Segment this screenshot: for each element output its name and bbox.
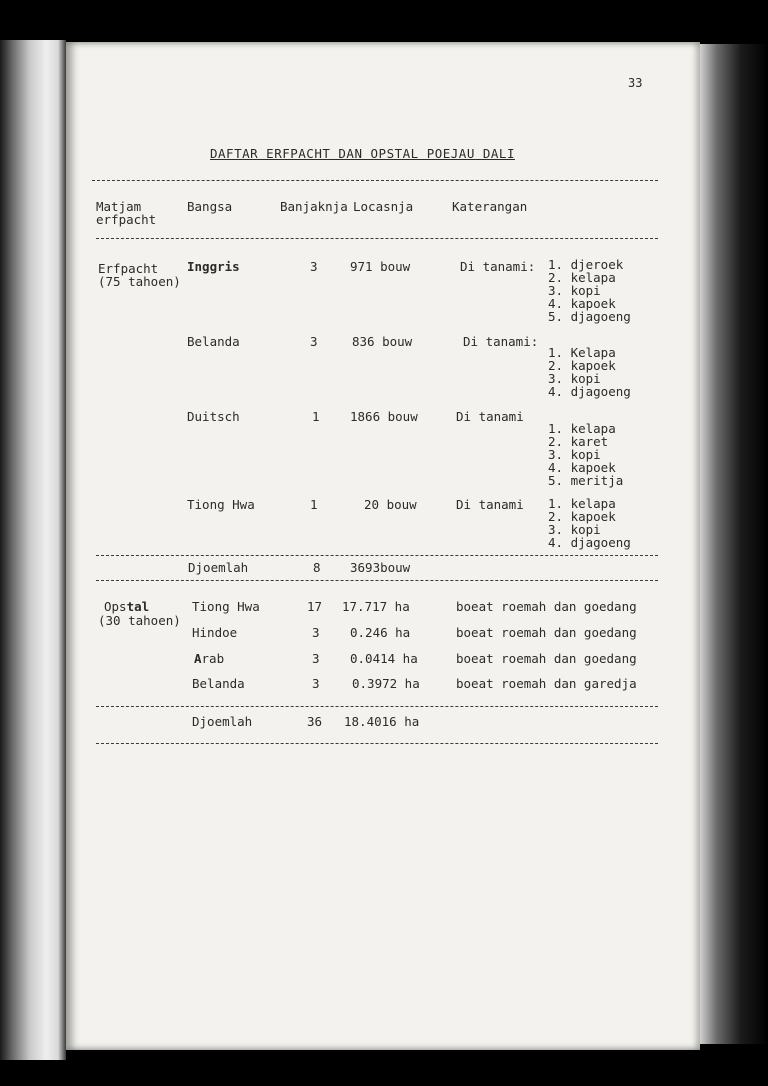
- opstal-row-4-locas: 0.3972 ha: [352, 676, 420, 691]
- opstal-row-1-bangsa: Tiong Hwa: [192, 599, 260, 614]
- opstal-row-1-locas: 17.717 ha: [342, 599, 410, 614]
- erfpacht-row-4-bangsa: Tiong Hwa: [187, 497, 255, 512]
- erfpacht-row-2-ket: Di tanami:: [463, 334, 539, 349]
- erfpacht-total-locas: 3693bouw: [350, 560, 411, 575]
- opstal-category-sub: (30 tahoen): [98, 613, 181, 628]
- opstal-row-3-bangsa: [194, 652, 224, 665]
- erfpacht-row-1-banjak: 3: [310, 259, 318, 274]
- erfpacht-row-4-banjak: 1: [310, 497, 318, 512]
- table-bottom-rule: [96, 743, 658, 744]
- erfpacht-row-3-items: 1. kelapa 2. karet 3. kopi 4. kapoek 5. meritja: [548, 421, 624, 488]
- opstal-category: [104, 600, 149, 613]
- opstal-row-4-ket: boeat roemah dan garedja: [456, 676, 637, 691]
- opstal-total-banjak: 36: [307, 714, 323, 729]
- opstal-row-3-bangsa-rest: rab: [201, 651, 225, 666]
- opstal-total-rule: [96, 706, 658, 707]
- opstal-row-3-banjak: 3: [312, 651, 320, 666]
- erfpacht-row-2-bangsa: Belanda: [187, 334, 240, 349]
- erfpacht-total-rule: [96, 555, 658, 556]
- erfpacht-row-1-ket: Di tanami:: [460, 259, 536, 274]
- opstal-row-2-locas: 0.246 ha: [350, 625, 411, 640]
- header-katerangan: Katerangan: [452, 199, 528, 214]
- erfpacht-row-2-items: 1. Kelapa 2. kapoek 3. kopi 4. djagoeng: [548, 345, 631, 399]
- page-title: DAFTAR ERFPACHT DAN OPSTAL POEJAU DALI: [210, 146, 515, 161]
- erfpacht-row-1-bangsa: Inggris: [187, 259, 240, 274]
- opstal-row-4-bangsa: Belanda: [192, 676, 245, 691]
- opstal-category-bold: tal: [126, 599, 150, 614]
- header-matjam: Matjam erfpacht: [96, 199, 157, 227]
- erfpacht-row-3-locas: 1866 bouw: [350, 409, 418, 424]
- book-spine-left: [0, 40, 66, 1060]
- erfpacht-total-label: Djoemlah: [188, 560, 249, 575]
- header-top-rule: [92, 180, 658, 181]
- opstal-category-prefix: Ops: [104, 599, 127, 614]
- header-locasnja: Locasnja: [353, 199, 414, 214]
- opstal-row-2-ket: boeat roemah dan goedang: [456, 625, 637, 640]
- header-banjaknja: Banjaknja: [280, 199, 348, 214]
- page-number: 33: [628, 76, 643, 90]
- book-edge-right: [700, 44, 768, 1044]
- erfpacht-row-3-banjak: 1: [312, 409, 320, 424]
- erfpacht-row-4-items: 1. kelapa 2. kapoek 3. kopi 4. djagoeng: [548, 496, 631, 550]
- opstal-row-4-banjak: 3: [312, 676, 320, 691]
- opstal-row-1-ket: boeat roemah dan goedang: [456, 599, 637, 614]
- erfpacht-row-2-banjak: 3: [310, 334, 318, 349]
- erfpacht-bottom-rule: [96, 580, 658, 581]
- erfpacht-row-3-bangsa: Duitsch: [187, 409, 240, 424]
- erfpacht-row-4-ket: Di tanami: [456, 497, 524, 512]
- erfpacht-category: Erfpacht (75 tahoen): [98, 261, 181, 289]
- opstal-row-2-banjak: 3: [312, 625, 320, 640]
- header-bangsa: Bangsa: [187, 199, 233, 214]
- header-bottom-rule: [96, 238, 658, 239]
- opstal-row-3-locas: 0.0414 ha: [350, 651, 418, 666]
- erfpacht-row-1-locas: 971 bouw: [350, 259, 411, 274]
- opstal-total-label: Djoemlah: [192, 714, 253, 729]
- opstal-row-2-bangsa: Hindoe: [192, 625, 238, 640]
- opstal-row-1-banjak: 17: [307, 599, 323, 614]
- erfpacht-row-2-locas: 836 bouw: [352, 334, 413, 349]
- opstal-row-3-bangsa-initial: A: [194, 651, 202, 666]
- erfpacht-row-1-items: 1. djeroek 2. kelapa 3. kopi 4. kapoek 5. djagoeng: [548, 257, 631, 324]
- erfpacht-row-4-locas: 20 bouw: [364, 497, 417, 512]
- opstal-total-locas: 18.4016 ha: [344, 714, 420, 729]
- opstal-row-3-ket: boeat roemah dan goedang: [456, 651, 637, 666]
- erfpacht-total-banjak: 8: [313, 560, 321, 575]
- erfpacht-row-3-ket: Di tanami: [456, 409, 524, 424]
